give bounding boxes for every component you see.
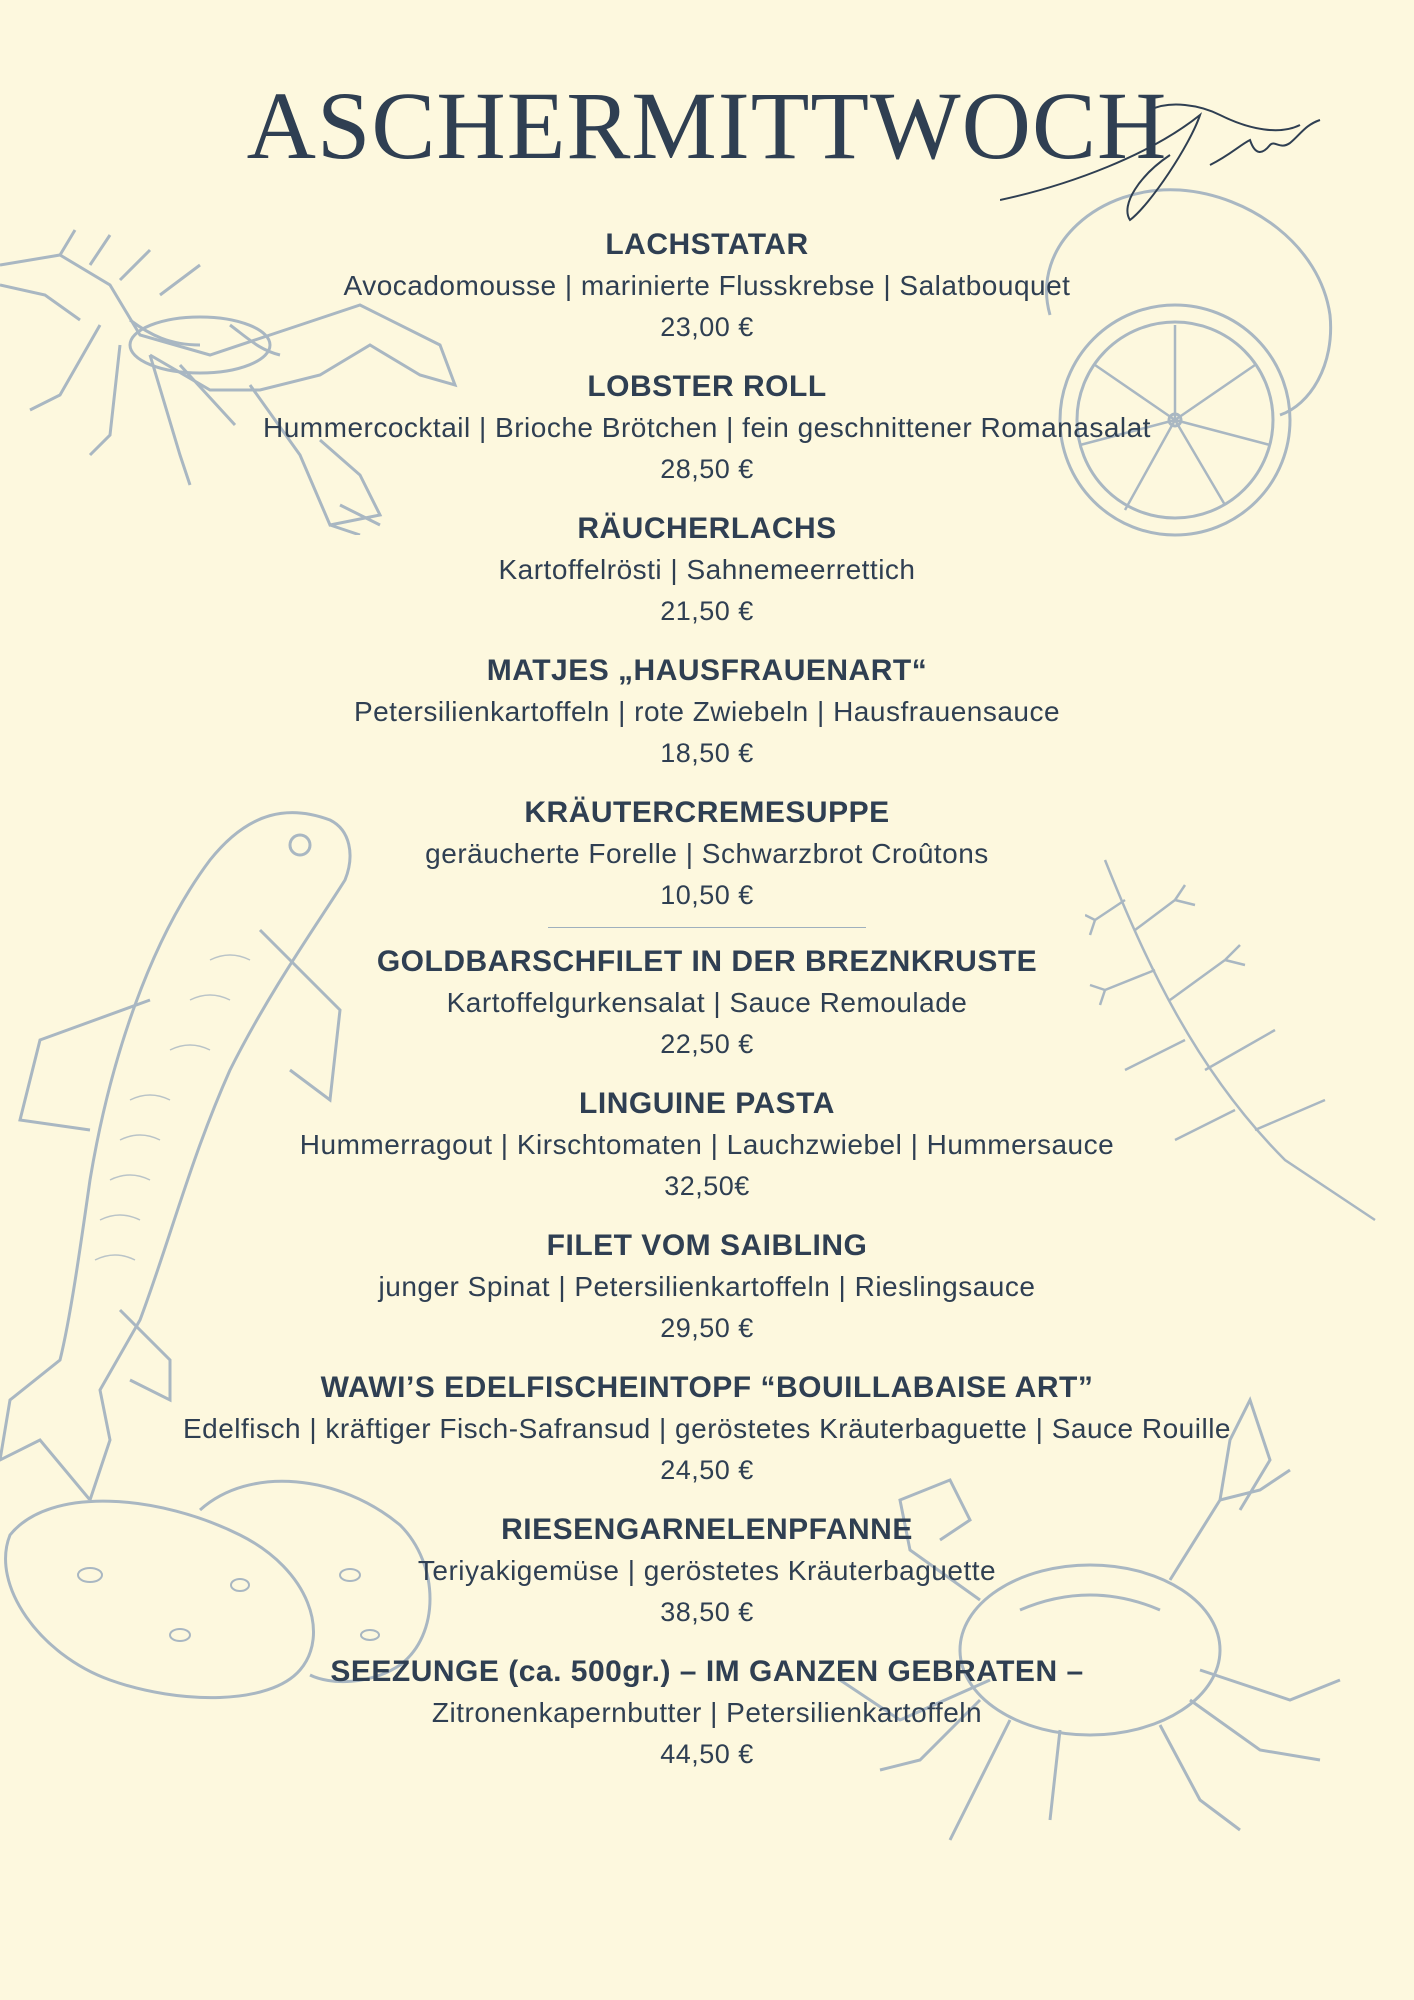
menu-item-price: 28,50 € xyxy=(660,454,754,484)
menu-item-description: geräucherte Forelle | Schwarzbrot Croûtons xyxy=(425,838,989,869)
menu-item-name: GOLDBARSCHFILET IN DER BREZNKRUSTE xyxy=(376,945,1038,978)
menu-item-price: 18,50 € xyxy=(660,738,754,768)
menu-item-name: RIESENGARNELENPFANNE xyxy=(501,1513,913,1546)
specials-script-word xyxy=(1000,95,1360,225)
menu-item-name: LINGUINE PASTA xyxy=(579,1087,835,1120)
menu-item xyxy=(0,1368,1414,1490)
menu-item-price: 24,50 € xyxy=(660,1455,754,1485)
menu-item-price: 10,50 € xyxy=(660,880,754,910)
menu-item xyxy=(0,1510,1414,1632)
menu-item-description: Teriyakigemüse | geröstetes Kräuterbaguette xyxy=(417,1555,997,1586)
menu-item xyxy=(0,509,1414,631)
menu-item-description: Zitronenkapernbutter | Petersilienkartoffeln xyxy=(431,1697,983,1728)
menu-item-name: FILET VOM SAIBLING xyxy=(546,1229,868,1262)
menu-item-price: 22,50 € xyxy=(660,1029,754,1059)
menu-item xyxy=(0,651,1414,773)
menu-item-description: Kartoffelgurkensalat | Sauce Remoulade xyxy=(446,987,968,1018)
menu-item xyxy=(0,1226,1414,1348)
menu-item-description: Hummerragout | Kirschtomaten | Lauchzwiebel | Hummersauce xyxy=(299,1129,1115,1160)
menu-item-name: MATJES „HAUSFRAUENART“ xyxy=(486,654,928,687)
menu-item xyxy=(0,793,1414,915)
menu-item xyxy=(0,1084,1414,1206)
menu-item xyxy=(0,942,1414,1064)
section-divider xyxy=(548,927,866,928)
menu-list xyxy=(0,225,1414,1774)
menu-item-price: 23,00 € xyxy=(660,312,754,342)
menu-item-description: junger Spinat | Petersilienkartoffeln | Rieslingsauce xyxy=(378,1271,1036,1302)
menu-item-name: WAWI’S EDELFISCHEINTOPF “BOUILLABAISE ART” xyxy=(320,1371,1094,1404)
menu-item-name: KRÄUTERCREMESUPPE xyxy=(524,796,890,829)
menu-item xyxy=(0,367,1414,489)
menu-item-price: 44,50 € xyxy=(660,1739,754,1769)
menu-item-name: LOBSTER ROLL xyxy=(587,370,827,403)
menu-item-name: LACHSTATAR xyxy=(605,228,809,261)
menu-item-description: Kartoffelrösti | Sahnemeerrettich xyxy=(498,554,916,585)
menu-item-price: 29,50 € xyxy=(660,1313,754,1343)
menu-item-price: 38,50 € xyxy=(660,1597,754,1627)
menu-item-price: 21,50 € xyxy=(660,596,754,626)
menu-item-name: SEEZUNGE (ca. 500gr.) – IM GANZEN GEBRATEN – xyxy=(330,1655,1084,1688)
menu-item-description: Avocadomousse | marinierte Flusskrebse | Salatbouquet xyxy=(343,270,1071,301)
menu-item-description: Petersilienkartoffeln | rote Zwiebeln | Hausfrauensauce xyxy=(353,696,1061,727)
page-title: ASCHERMITTWOCH xyxy=(246,72,1168,179)
menu-item xyxy=(0,1652,1414,1774)
menu-item xyxy=(0,225,1414,347)
menu-item-price: 32,50€ xyxy=(664,1171,750,1201)
menu-item-description: Hummercocktail | Brioche Brötchen | fein geschnittener Romanasalat xyxy=(263,412,1151,443)
menu-item-name: RÄUCHERLACHS xyxy=(577,512,837,545)
menu-item-description: Edelfisch | kräftiger Fisch-Safransud | geröstetes Kräuterbaguette | Sauce Rouille xyxy=(182,1413,1231,1444)
